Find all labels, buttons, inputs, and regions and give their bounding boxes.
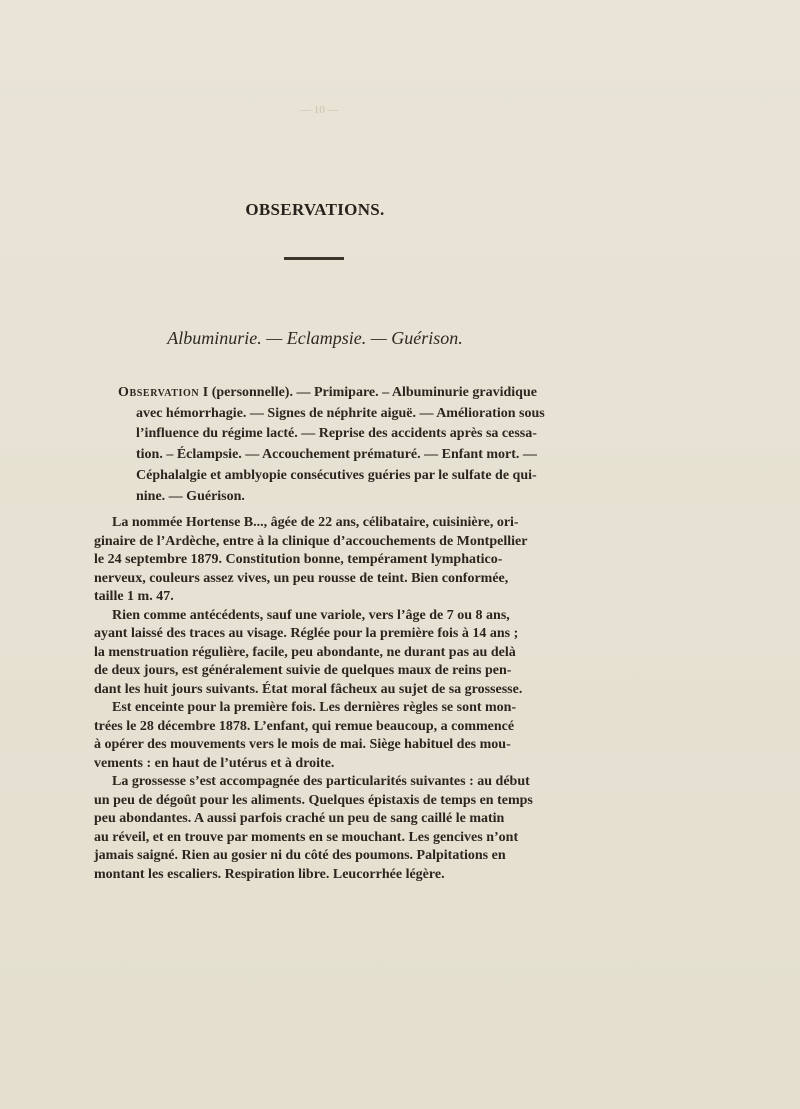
body-line: taille 1 m. 47.	[94, 589, 174, 604]
body-line: la menstruation régulière, facile, peu abondante, ne durant pas au delà	[94, 644, 516, 660]
summary-line: tion. – Éclampsie. — Accouchement prématuré. — Enfant mort. —	[136, 447, 537, 463]
body-line: ginaire de l’Ardèche, entre à la clinique d’accouchements de Montpellier	[94, 533, 528, 549]
body-line: La nommée Hortense B..., âgée de 22 ans, célibataire, cuisinière, ori-	[112, 515, 519, 530]
summary-line: Céphalalgie et amblyopie consécutives guéries par le sulfate de qui-	[136, 467, 537, 483]
body-line: Rien comme antécédents, sauf une variole, vers l’âge de 7 ou 8 ans,	[112, 607, 510, 623]
body-line: La grossesse s’est accompagnée des particularités suivantes : au début	[112, 774, 530, 789]
summary-line: avec hémorrhagie. — Signes de néphrite aiguë. — Amélioration sous	[136, 405, 545, 421]
body-line: trées le 28 décembre 1878. L’enfant, qui remue beaucoup, a commencé	[94, 718, 515, 734]
body-line: à opérer des mouvements vers le mois de mai. Siège habituel des mou-	[94, 737, 511, 752]
title-rule	[284, 257, 344, 260]
summary-line: nine. — Guérison.	[136, 488, 245, 504]
body-line: un peu de dégoût pour les aliments. Quelques épistaxis de temps en temps	[94, 792, 533, 808]
body-line: nerveux, couleurs assez vives, un peu rousse de teint. Bien conformée,	[94, 570, 509, 586]
observation-summary	[118, 383, 545, 507]
body-line: jamais saigné. Rien au gosier ni du côté des poumons. Palpitations en	[94, 848, 506, 863]
body-line: le 24 septembre 1879. Constitution bonne, tempérament lymphatico-	[94, 552, 503, 567]
section-title: OBSERVATIONS.	[245, 200, 385, 219]
page-number: — 10 —	[300, 104, 339, 116]
observation-subtitle: Albuminurie. — Eclampsie. — Guérison.	[167, 328, 463, 348]
observation-label: Observation	[118, 385, 200, 400]
summary-line	[118, 383, 536, 404]
body-line: dant les huit jours suivants. État moral fâcheux au sujet de sa grossesse.	[94, 681, 523, 697]
summary-line-text: I (personnelle). — Primipare. – Albuminurie gravidique	[199, 385, 537, 400]
body-line: vements : en haut de l’utérus et à droite.	[94, 755, 335, 771]
observation-body	[94, 514, 536, 884]
body-line: montant les escaliers. Respiration libre. Leucorrhée légère.	[94, 866, 445, 882]
body-line: Est enceinte pour la première fois. Les dernières règles se sont mon-	[112, 700, 517, 715]
body-line: au réveil, et en trouve par moments en se mouchant. Les gencives n’ont	[94, 829, 519, 845]
body-line: peu abondantes. A aussi parfois craché un peu de sang caillé le matin	[94, 811, 505, 826]
summary-line: l’influence du régime lacté. — Reprise des accidents après sa cessa-	[136, 426, 537, 442]
body-line: ayant laissé des traces au visage. Réglée pour la première fois à 14 ans ;	[94, 626, 519, 641]
body-line: de deux jours, est généralement suivie de quelques maux de reins pen-	[94, 663, 512, 678]
